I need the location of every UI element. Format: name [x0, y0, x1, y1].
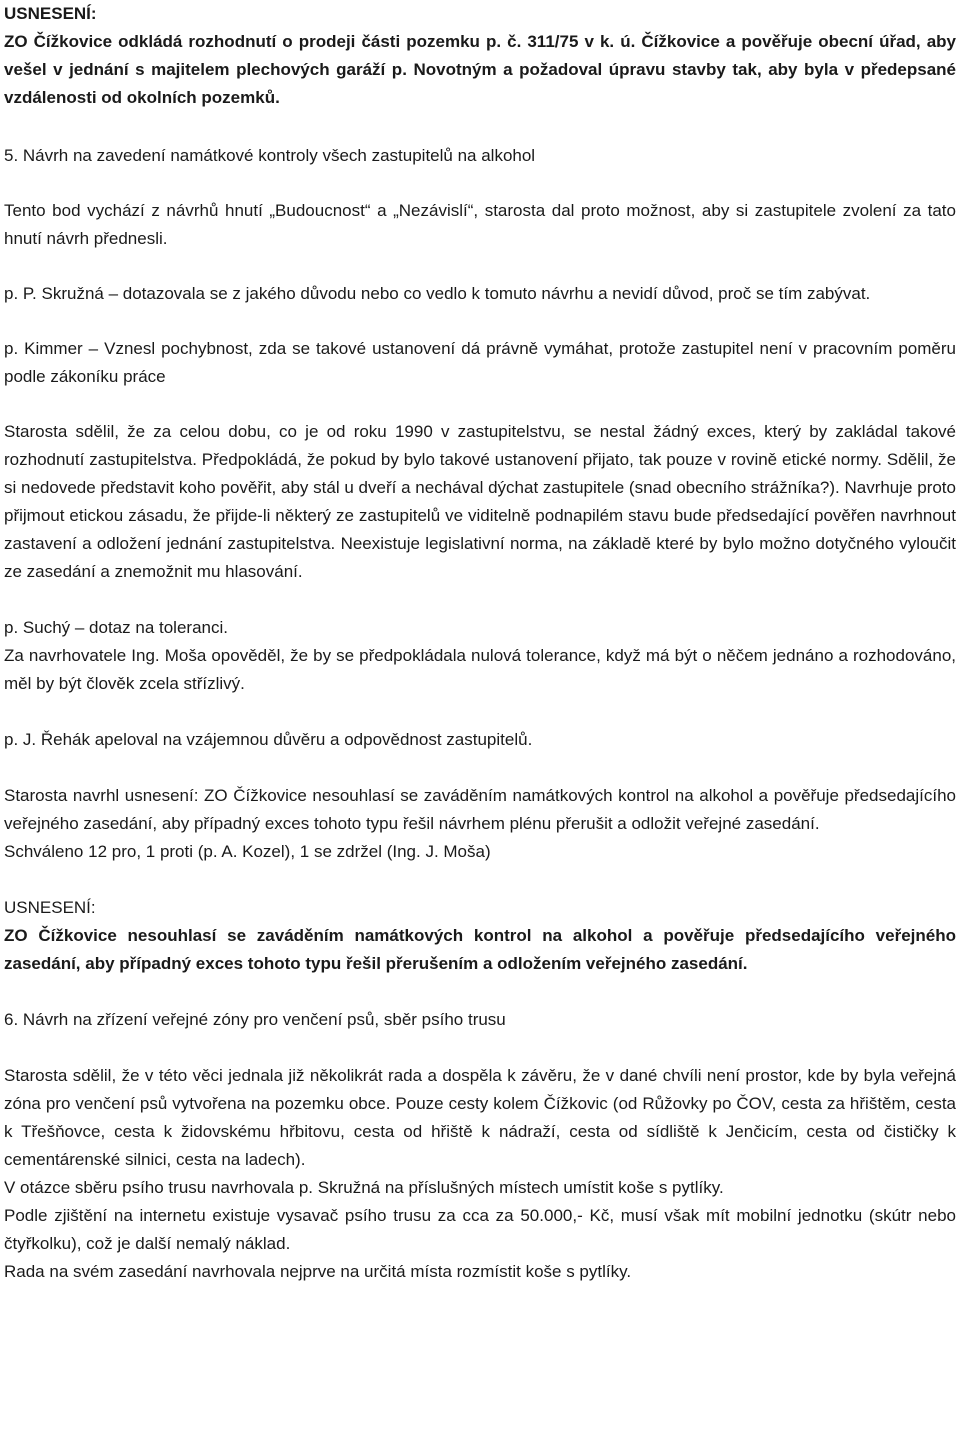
item-5-mosa: Za navrhovatele Ing. Moša opověděl, že by se předpokládala nulová tolerance, když má být o něčem jednáno a rozhodováno, měl by být člověk zcela střízlivý.	[4, 646, 956, 693]
item-5-starosta: Starosta sdělil, že za celou dobu, co je od roku 1990 v zastupitelstvu, se nestal žádný exces, který by zakládal takové rozhodnutí zastupitelstva. Předpokládá, že pokud by bylo takové ustanovení přijato, tak pouze v rovině etické normy. Sdělil, že si nedovede představit koho pověřit, aby stál u dveří a nechával dýchat zastupitele (snad obecního strážníka?). Navrhuje proto přijmout etickou zásadu, že přijde-li některý ze zastupitelů ve viditelně podnapilém stavu bude předsedající pověřen navrhnout zastavení a odložení jednání zastupitelstva. Neexistuje legislativní norma, na základě které by bylo možno dotyčného vyloučit ze zasedání a znemožnit mu hlasování.	[4, 422, 956, 581]
item-5-suchy: p. Suchý – dotaz na toleranci.	[4, 618, 228, 637]
item-6-internet: Podle zjištění na internetu existuje vysavač psího trusu za cca za 50.000,- Kč, musí však mít mobilní jednotku (skútr nebo čtyřkolku), což je další nemalý náklad.	[4, 1206, 956, 1253]
item-6-heading: 6. Návrh na zřízení veřejné zóny pro venčení psů, sběr psího trusu	[4, 1010, 506, 1029]
item-5-proposal: Starosta navrhl usnesení: ZO Čížkovice nesouhlasí se zaváděním namátkových kontrol na alkohol a pověřuje předsedajícího veřejného zasedání, aby případný exces tohoto typu řešil návrhem plénu přerušit a odložit veřejné zasedání.	[4, 786, 956, 833]
resolution-label: USNESENÍ:	[4, 4, 97, 23]
item-5-resolution-label: USNESENÍ:	[4, 898, 96, 917]
item-6-starosta: Starosta sdělil, že v této věci jednala již několikrát rada a dospěla k závěru, že v dané chvíli není prostor, kde by byla veřejná zóna pro venčení psů vytvořena na pozemku obce. Pouze cesty kolem Čížkovic (od Růžovky po ČOV, cesta za hřištěm, cesta k Třešňovce, cesta k židovskému hřbitovu, cesta od hřiště k nádraží, cesta od sídliště k Jenčicím, cesta od čističky k cementárenské silnici, cesta na ladech).	[4, 1066, 956, 1169]
item-5-rehak: p. J. Řehák apeloval na vzájemnou důvěru a odpovědnost zastupitelů.	[4, 730, 533, 749]
item-5-intro: Tento bod vychází z návrhů hnutí „Budoucnost“ a „Nezávislí“, starosta dal proto možnost, aby si zastupitele zvolení za tato hnutí návrh přednesli.	[4, 201, 956, 248]
item-6-skruzna: V otázce sběru psího trusu navrhovala p. Skružná na příslušných místech umístit koše s pytlíky.	[4, 1178, 724, 1197]
item-5-heading: 5. Návrh na zavedení namátkové kontroly všech zastupitelů na alkohol	[4, 146, 536, 165]
item-5-kimmer: p. Kimmer – Vznesl pochybnost, zda se takové ustanovení dá právně vymáhat, protože zastupitel není v pracovním poměru podle zákoníku práce	[4, 339, 956, 386]
item-5-resolution-text: ZO Čížkovice nesouhlasí se zaváděním namátkových kontrol na alkohol a pověřuje předsedajícího veřejného zasedání, aby případný exces tohoto typu řešil přerušením a odložením veřejného zasedání.	[4, 926, 956, 973]
item-5-vote: Schváleno 12 pro, 1 proti (p. A. Kozel), 1 se zdržel (Ing. J. Moša)	[4, 842, 491, 861]
document-page	[4, 0, 956, 1286]
item-5-skruzna: p. P. Skružná – dotazovala se z jakého důvodu nebo co vedlo k tomuto návrhu a nevidí důvod, proč se tím zabývat.	[4, 284, 871, 303]
item-6-rada: Rada na svém zasedání navrhovala nejprve na určitá místa rozmístit koše s pytlíky.	[4, 1262, 632, 1281]
resolution-text: ZO Čížkovice odkládá rozhodnutí o prodeji části pozemku p. č. 311/75 v k. ú. Čížkovice a pověřuje obecní úřad, aby vešel v jednání s majitelem plechových garáží p. Novotným a požadoval úpravu stavby tak, aby byla v předepsané vzdálenosti od okolních pozemků.	[4, 32, 956, 107]
